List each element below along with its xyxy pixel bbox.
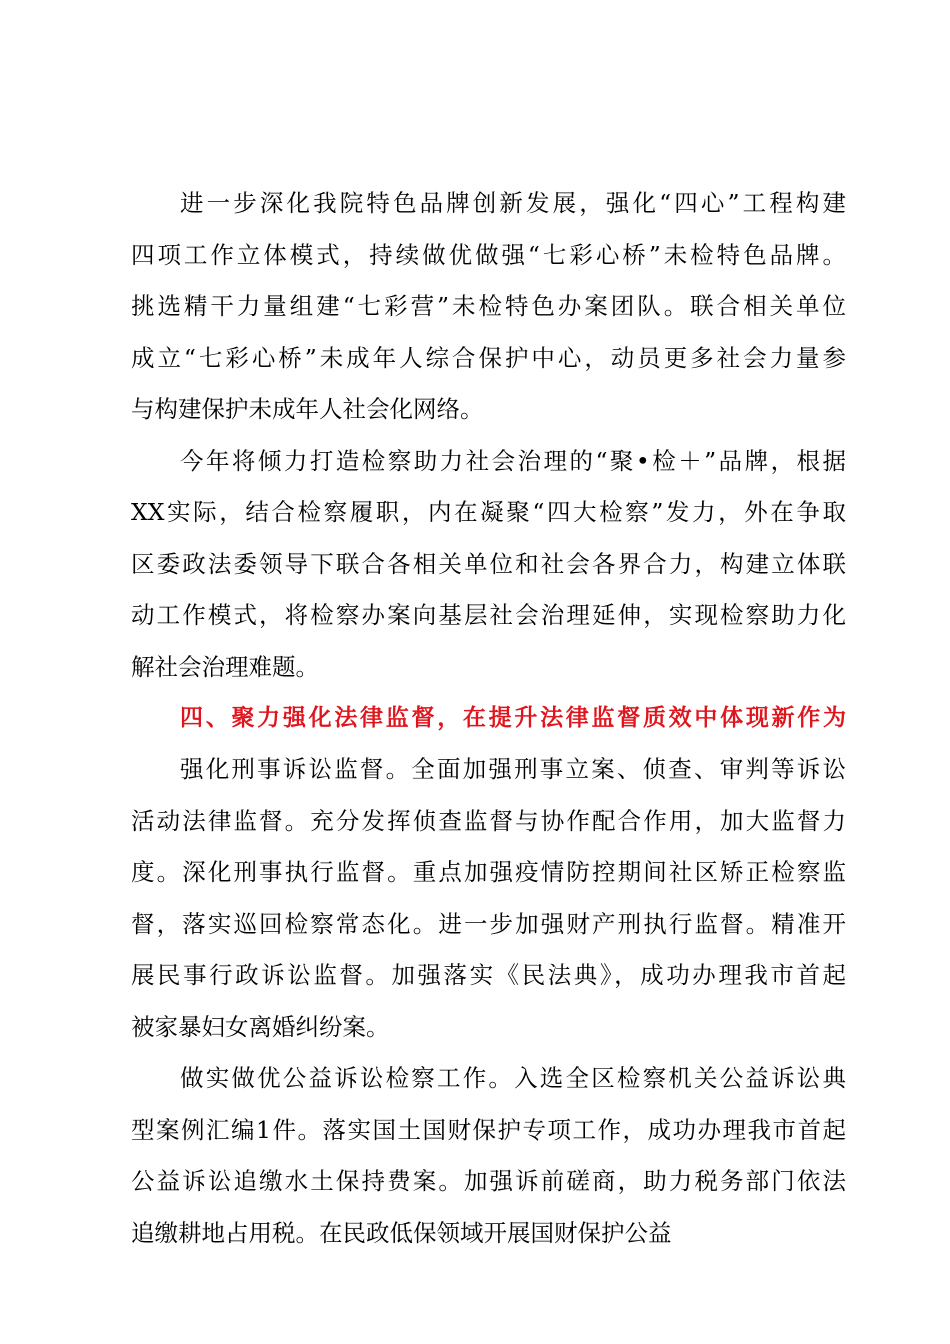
paragraph-3-line-2: 活动法律监督。充分发挥侦查监督与协作配合作用，加大监督力 (131, 807, 846, 835)
paragraph-2-line-2: XX实际，结合检察履职，内在凝聚“四大检察”发力，外在争取 (131, 498, 846, 526)
paragraph-4-line-3: 公益诉讼追缴水土保持费案。加强诉前磋商，助力税务部门依法 (131, 1167, 846, 1195)
paragraph-1-line-4: 成立“七彩心桥”未成年人综合保护中心，动员更多社会力量参 (131, 344, 846, 372)
paragraph-1-line-5: 与构建保护未成年人社会化网络。 (131, 395, 484, 423)
paragraph-3-line-6: 被家暴妇女离婚纠纷案。 (131, 1013, 390, 1041)
paragraph-3-line-5: 展民事行政诉讼监督。加强落实《民法典》，成功办理我市首起 (131, 961, 846, 989)
paragraph-1-line-1: 进一步深化我院特色品牌创新发展，强化“四心”工程构建 (180, 189, 846, 217)
paragraph-1-line-3: 挑选精干力量组建“七彩营”未检特色办案团队。联合相关单位 (131, 292, 846, 320)
paragraph-3-line-1: 强化刑事诉讼监督。全面加强刑事立案、侦查、审判等诉讼 (180, 755, 846, 783)
paragraph-4-line-2: 型案例汇编1件。落实国土国财保护专项工作，成功办理我市首起 (131, 1116, 846, 1144)
paragraph-2-line-1: 今年将倾力打造检察助力社会治理的“聚•检＋”品牌，根据 (180, 447, 846, 475)
paragraph-2-line-4: 动工作模式，将检察办案向基层社会治理延伸，实现检察助力化 (131, 601, 846, 629)
paragraph-2-line-3: 区委政法委领导下联合各相关单位和社会各界合力，构建立体联 (131, 550, 846, 578)
paragraph-4-line-4: 追缴耕地占用税。在民政低保领域开展国财保护公益 (131, 1219, 672, 1247)
section-heading: 四、聚力强化法律监督，在提升法律监督质效中体现新作为 (180, 705, 846, 731)
paragraph-4-line-1: 做实做优公益诉讼检察工作。入选全区检察机关公益诉讼典 (180, 1064, 846, 1092)
paragraph-1-line-2: 四项工作立体模式，持续做优做强“七彩心桥”未检特色品牌。 (131, 241, 846, 269)
paragraph-3-line-3: 度。深化刑事执行监督。重点加强疫情防控期间社区矫正检察监 (131, 858, 846, 886)
paragraph-2-line-5: 解社会治理难题。 (131, 653, 319, 681)
paragraph-3-line-4: 督，落实巡回检察常态化。进一步加强财产刑执行监督。精准开 (131, 910, 846, 938)
